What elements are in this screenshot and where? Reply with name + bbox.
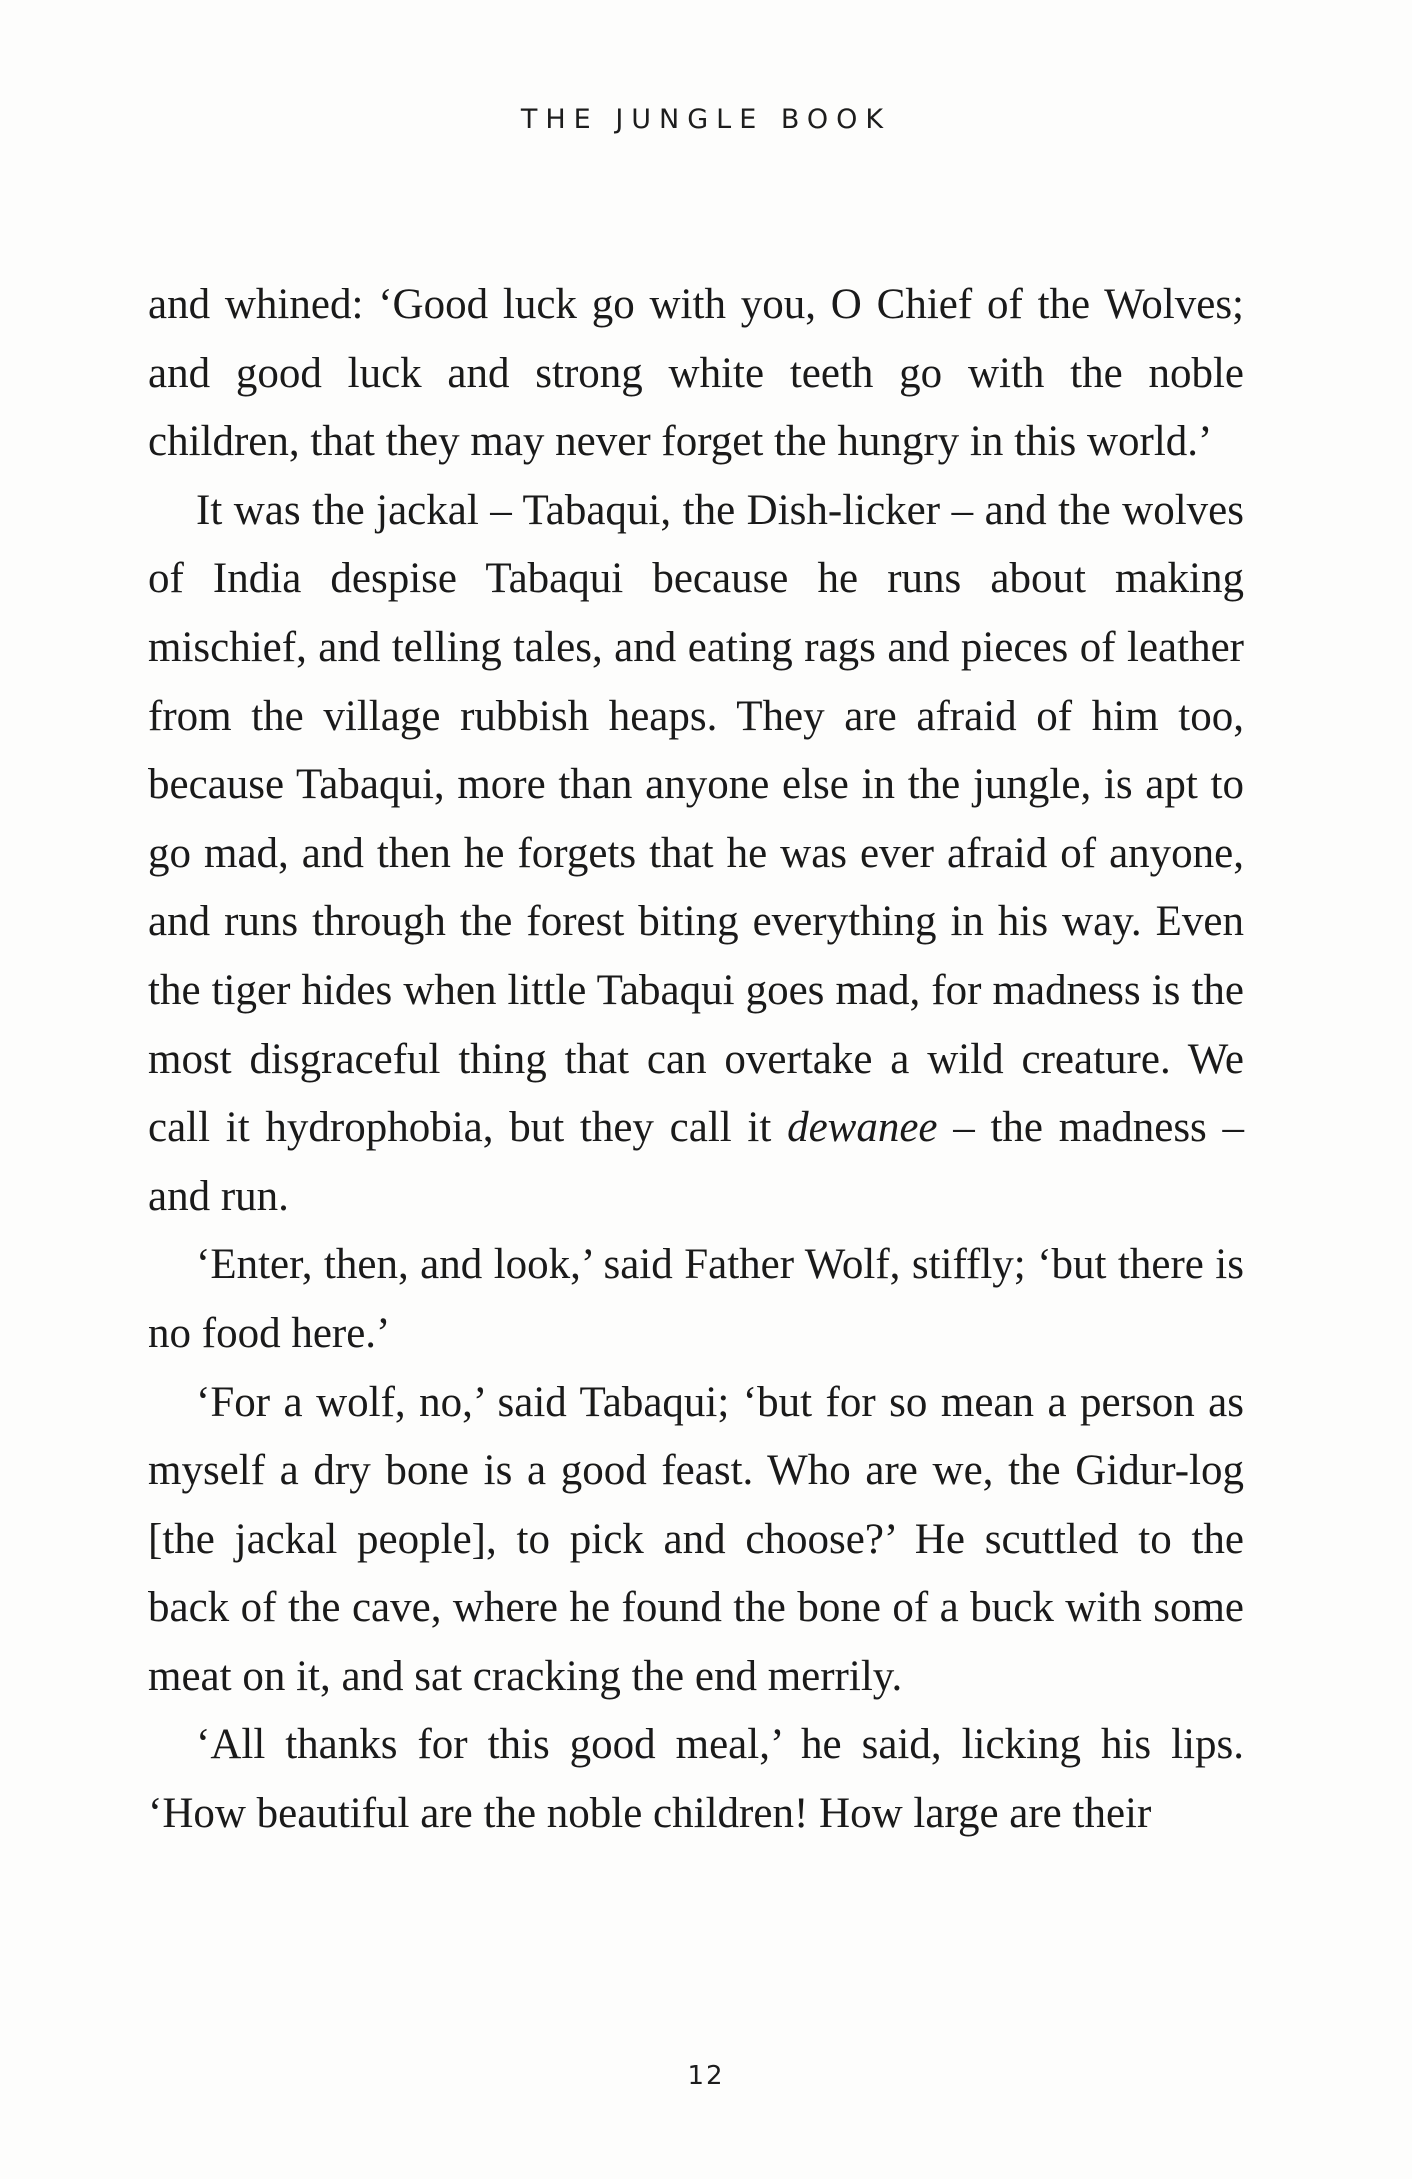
page-number: 12 bbox=[687, 2061, 725, 2091]
paragraph-2-end: – the madness – and run. bbox=[148, 1104, 1245, 1220]
paragraph-1: and whined: ‘Good luck go with you, O Chief of the Wolves; and good luck and strong white teeth go with the noble children, that they may never forget the hungry in this world.’ bbox=[148, 281, 1244, 466]
italic-term: dewanee bbox=[787, 1104, 938, 1152]
running-title: THE JUNGLE BOOK bbox=[520, 104, 892, 135]
body-text bbox=[148, 271, 1244, 1849]
paragraph-5: ‘All thanks for this good meal,’ he said, licking his lips. ‘How beautiful are the noble children! How large are their bbox=[148, 1721, 1244, 1838]
paragraph-2-text: It was the jackal – Tabaqui, the Dish-licker – and the wolves of India despise Tabaqui because he runs about making mischief, and telling tales, and eating rags and pieces of leather from the village rubbish heaps. They are afraid of him too, because Tabaqui, more than anyone else in the jungle, is apt to go mad, and then he forgets that he was ever afraid of anyone, and runs through the forest biting everything in his way. Even the tiger hides when little Tabaqui goes mad, for madness is the most disgraceful thing that can overtake a wild creature. We call it hydrophobia, but they call it bbox=[148, 486, 1244, 1152]
paragraph-4: ‘For a wolf, no,’ said Tabaqui; ‘but for so mean a person as myself a dry bone is a good feast. Who are we, the Gidur-log [the jackal people], to pick and choose?’ He scuttled to the back of the cave, where he found the bone of a buck with some meat on it, and sat cracking the end merrily. bbox=[148, 1378, 1244, 1700]
paragraph-3: ‘Enter, then, and look,’ said Father Wolf, stiffly; ‘but there is no food here.’ bbox=[148, 1241, 1244, 1357]
paragraph-2 bbox=[148, 477, 1244, 1232]
